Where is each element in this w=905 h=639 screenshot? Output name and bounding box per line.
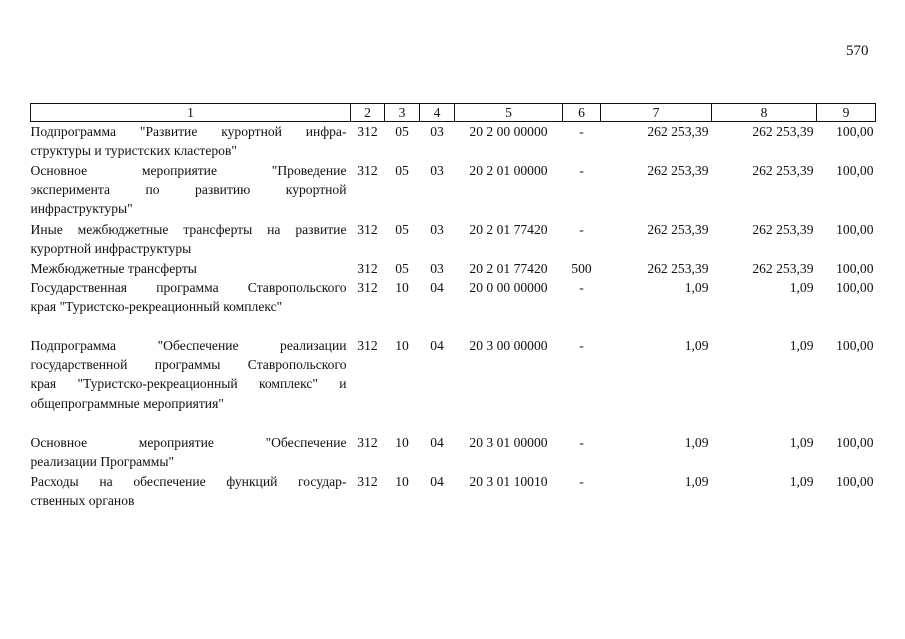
row-name-line: государственной программы Ставропольского [30, 357, 347, 373]
cell-col3: 10 [395, 434, 409, 450]
row-name-line: Основное мероприятие "Обеспечение [30, 434, 347, 450]
header-col-2: 2 [351, 104, 385, 122]
row-name-line: инфраструктуры" [30, 201, 133, 217]
cell-col4: 04 [430, 434, 444, 450]
cell-col5: 20 3 01 10010 [469, 473, 548, 489]
header-col-8: 8 [712, 104, 817, 122]
row-name-line: Подпрограмма "Обеспечение реализации [30, 337, 347, 353]
row-name [31, 336, 351, 433]
table-row [31, 433, 876, 472]
cell-col8: 1,09 [789, 279, 814, 295]
cell-col8: 262 253,39 [752, 162, 814, 178]
row-name [31, 472, 351, 512]
row-name-line: Межбюджетные трансферты [30, 260, 197, 276]
cell-col8: 262 253,39 [752, 260, 814, 276]
cell-col6: - [579, 434, 584, 450]
table-row [31, 161, 876, 220]
row-name-line: Государственная программа Ставропольского [30, 279, 347, 295]
cell-col2: 312 [357, 260, 378, 276]
cell-col6: - [579, 162, 584, 178]
budget-table [30, 103, 876, 512]
cell-col9: 100,00 [836, 434, 874, 450]
row-name-line: курортной инфраструктуры [30, 240, 192, 256]
cell-col9: 100,00 [836, 162, 874, 178]
row-name [31, 122, 351, 161]
cell-col8: 1,09 [789, 473, 814, 489]
cell-col8: 1,09 [789, 434, 814, 450]
row-name [31, 161, 351, 220]
cell-col3: 05 [395, 260, 409, 276]
header-col-5: 5 [455, 104, 563, 122]
row-name-line: эксперимента по развитию курортной [30, 181, 347, 197]
table-header-row [31, 104, 876, 122]
cell-col6: - [579, 473, 584, 489]
page-number: 570 [846, 43, 869, 59]
cell-col7: 262 253,39 [647, 124, 709, 139]
cell-col4: 04 [430, 473, 444, 489]
cell-col5: 20 2 00 00000 [469, 124, 548, 139]
cell-col5: 20 0 00 00000 [469, 279, 548, 295]
cell-col5: 20 2 01 77420 [469, 221, 548, 237]
row-name-line: ственных органов [30, 493, 135, 509]
cell-col7: 1,09 [684, 279, 709, 295]
cell-col9: 100,00 [836, 221, 874, 237]
cell-col7: 1,09 [684, 473, 709, 489]
header-col-3: 3 [385, 104, 420, 122]
cell-col9: 100,00 [836, 337, 874, 353]
cell-col6: - [579, 124, 584, 139]
cell-col2: 312 [357, 473, 378, 489]
cell-col2: 312 [357, 279, 378, 295]
cell-col3: 05 [395, 162, 409, 178]
row-name [31, 433, 351, 472]
cell-col4: 04 [430, 337, 444, 353]
cell-col4: 03 [430, 221, 444, 237]
cell-col7: 262 253,39 [647, 162, 709, 178]
cell-col2: 312 [357, 337, 378, 353]
cell-col5: 20 3 01 00000 [469, 434, 548, 450]
row-name [31, 220, 351, 259]
row-name-line: общепрограммные мероприятия" [30, 395, 224, 411]
cell-col3: 05 [395, 221, 409, 237]
header-col-1: 1 [31, 104, 351, 122]
cell-col3: 10 [395, 279, 409, 295]
row-name-line: края "Туристско-рекреационный комплекс" и [30, 376, 347, 392]
row-name-line: реализации Программы" [30, 454, 175, 470]
cell-col6: - [579, 337, 584, 353]
cell-col4: 03 [430, 162, 444, 178]
row-name-line: структуры и туристских кластеров" [30, 143, 237, 159]
table-row [31, 220, 876, 259]
cell-col3: 10 [395, 473, 409, 489]
cell-col5: 20 2 01 77420 [469, 260, 548, 276]
cell-col5: 20 3 00 00000 [469, 337, 548, 353]
table-row [31, 336, 876, 433]
cell-col4: 04 [430, 279, 444, 295]
cell-col2: 312 [357, 162, 378, 178]
table-row [31, 122, 876, 161]
row-name-line: Иные межбюджетные трансферты на развитие [30, 221, 347, 237]
cell-col6: - [579, 279, 584, 295]
cell-col8: 262 253,39 [752, 221, 814, 237]
header-col-6: 6 [563, 104, 601, 122]
row-name [31, 259, 351, 278]
row-name-line: Подпрограмма "Развитие курортной инфра- [30, 124, 347, 139]
cell-col6: - [579, 221, 584, 237]
header-col-7: 7 [601, 104, 712, 122]
cell-col8: 1,09 [789, 337, 814, 353]
cell-col6: 500 [571, 260, 592, 276]
header-col-9: 9 [817, 104, 876, 122]
row-name-line: Расходы на обеспечение функций государ- [30, 473, 347, 489]
cell-col9: 100,00 [836, 124, 874, 139]
cell-col9: 100,00 [836, 260, 874, 276]
cell-col5: 20 2 01 00000 [469, 162, 548, 178]
cell-col3: 05 [395, 124, 409, 139]
cell-col2: 312 [357, 124, 378, 139]
cell-col2: 312 [357, 221, 378, 237]
cell-col4: 03 [430, 124, 444, 139]
row-name [31, 278, 351, 336]
cell-col9: 100,00 [836, 473, 874, 489]
cell-col7: 1,09 [684, 337, 709, 353]
table-row [31, 278, 876, 336]
cell-col8: 262 253,39 [752, 124, 814, 139]
cell-col2: 312 [357, 434, 378, 450]
header-col-4: 4 [420, 104, 455, 122]
cell-col7: 1,09 [684, 434, 709, 450]
table-row [31, 259, 876, 278]
cell-col9: 100,00 [836, 279, 874, 295]
cell-col3: 10 [395, 337, 409, 353]
table-row [31, 472, 876, 512]
cell-col4: 03 [430, 260, 444, 276]
row-name-line: Основное мероприятие "Проведение [30, 162, 347, 178]
cell-col7: 262 253,39 [647, 221, 709, 237]
row-name-line: края "Туристско-рекреационный комплекс" [30, 299, 283, 315]
cell-col7: 262 253,39 [647, 260, 709, 276]
